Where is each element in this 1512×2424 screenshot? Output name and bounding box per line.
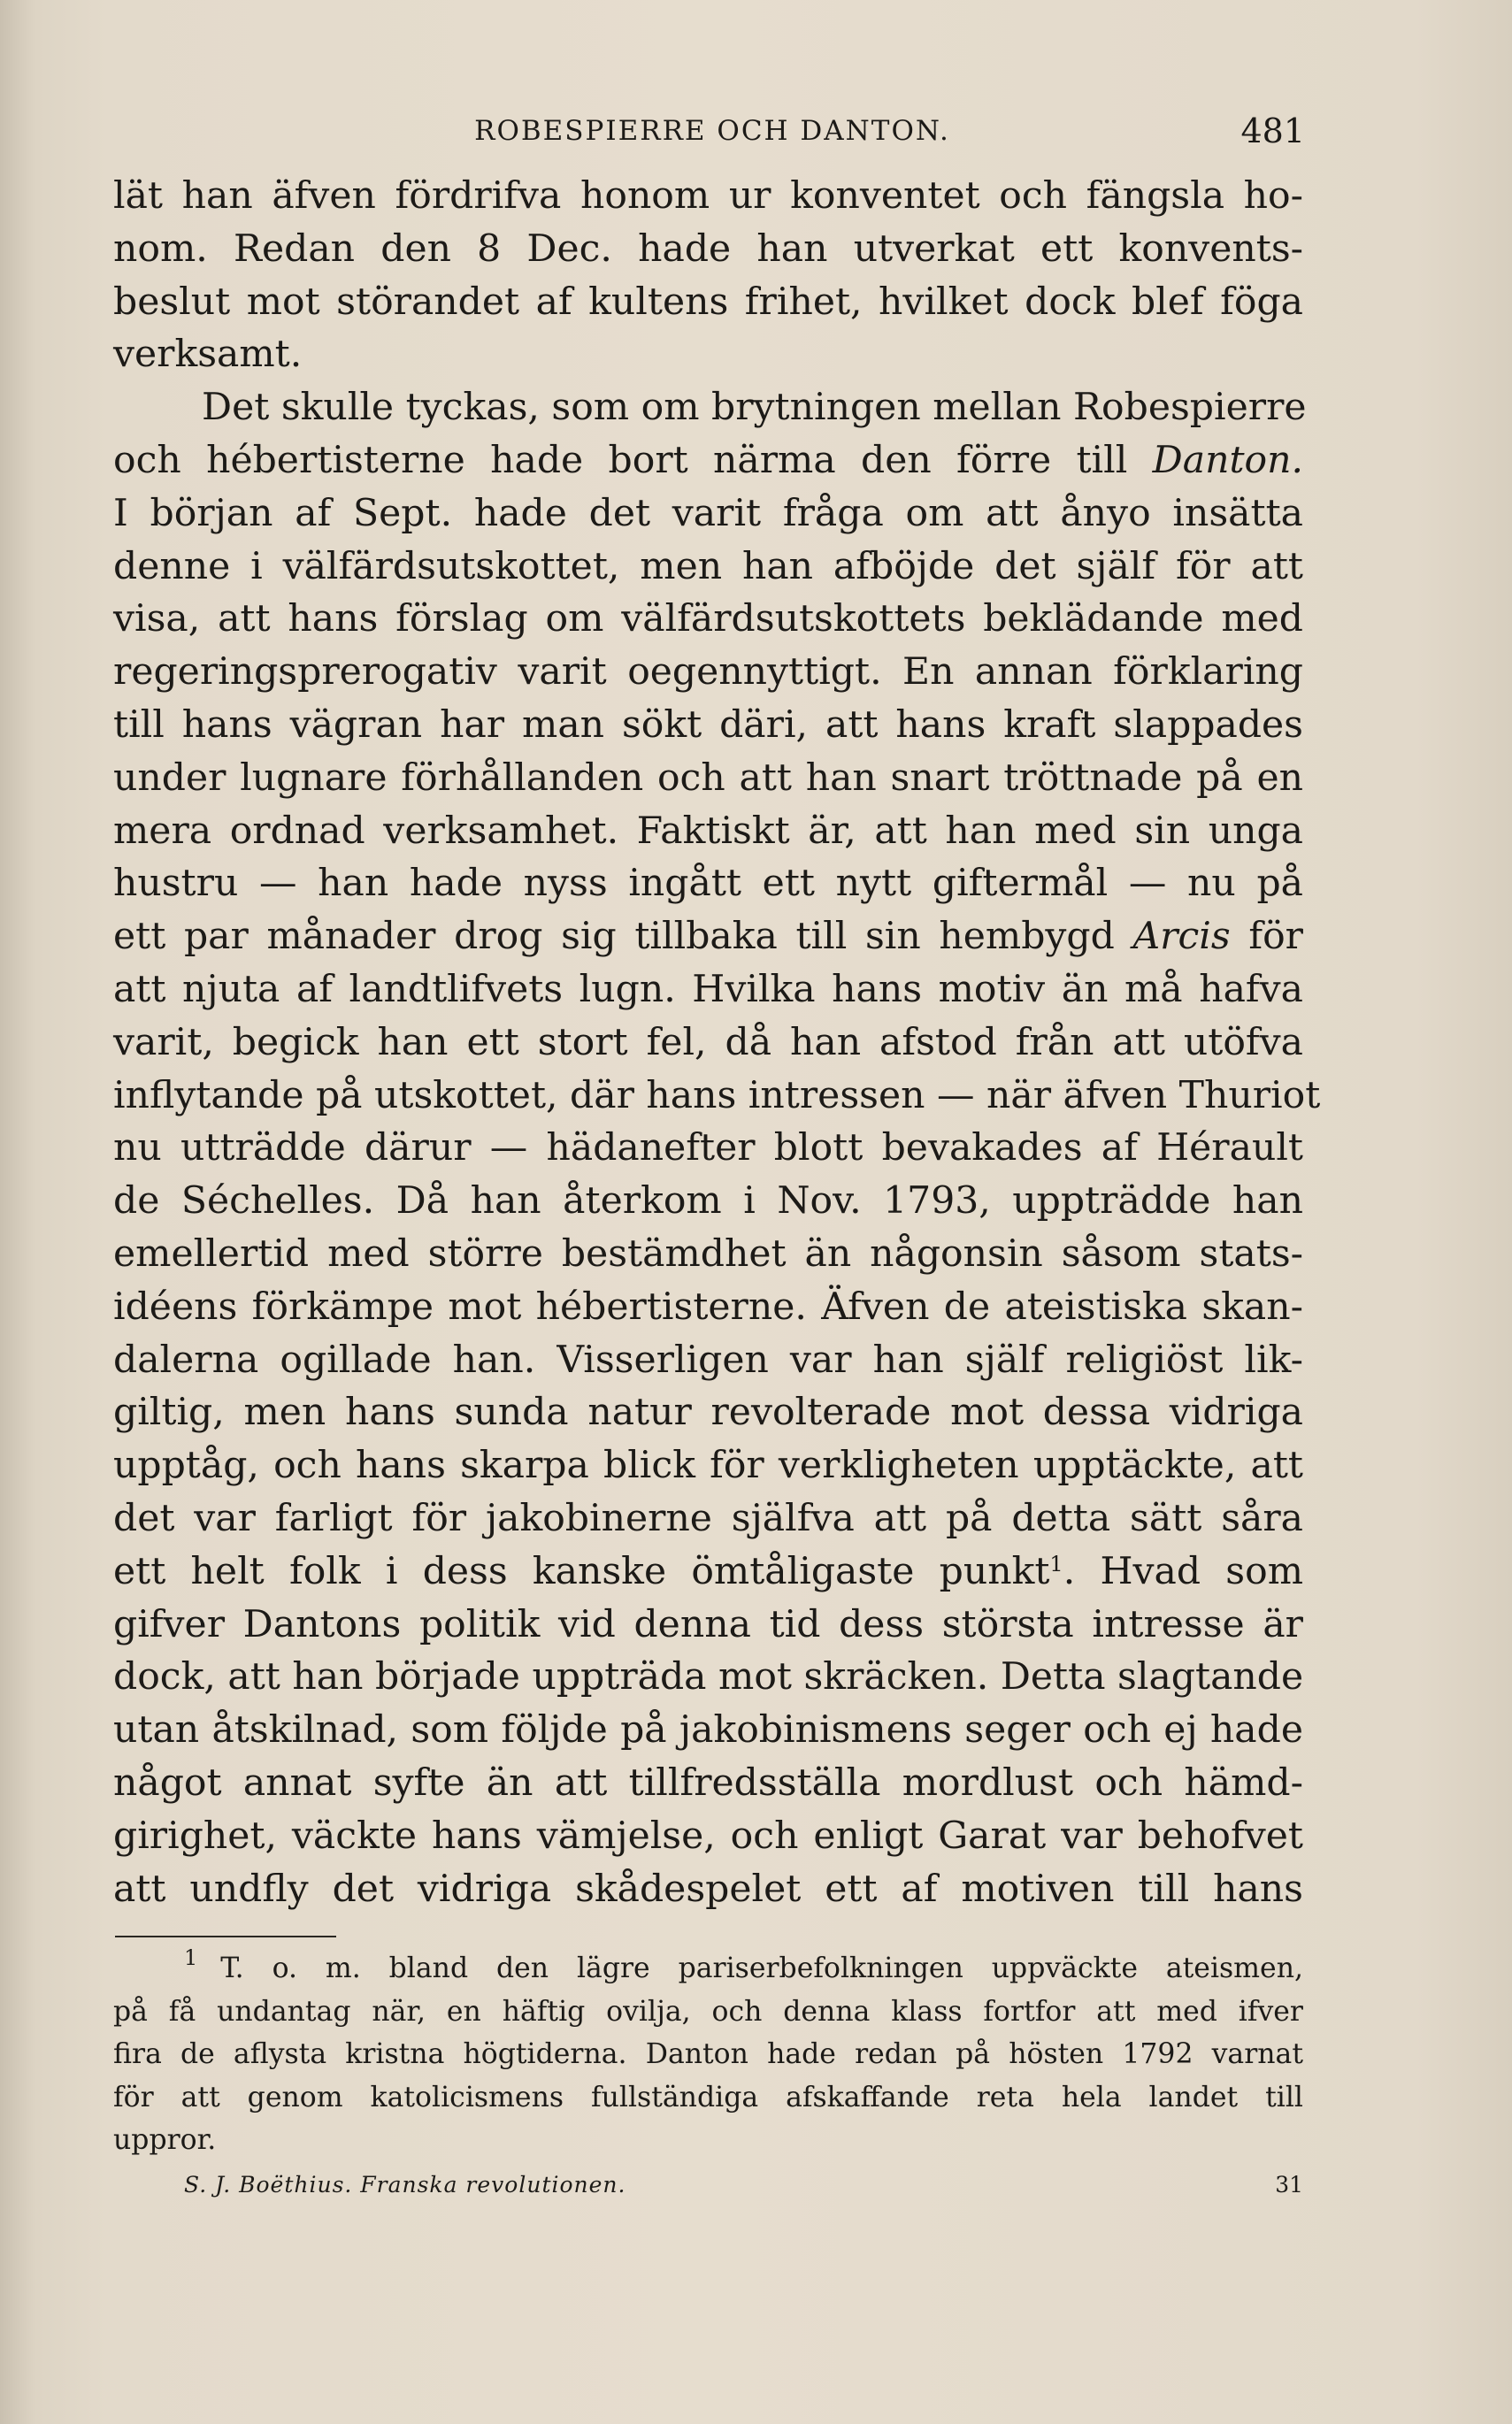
text-line: denne i välfärdsutskottet, men han afböjde det själf för att: [113, 544, 1303, 588]
text-line: dalerna ogillade han. Visserligen var han själf religiöst lik-: [113, 1338, 1303, 1382]
signature-number: 31: [1275, 2172, 1303, 2198]
text-line: gifver Dantons politik vid denna tid dess största intresse är: [113, 1602, 1303, 1646]
text-line: [113, 1546, 1303, 1599]
footnote-marker: 1: [184, 1945, 198, 1970]
text-line: inflytande på utskottet, där hans intressen — när äfven Thuriot: [113, 1073, 1321, 1117]
footnote-line: för att genom katolicismens fullständiga afskaffande reta hela landet till: [113, 2081, 1303, 2113]
page-number: 481: [1240, 111, 1305, 150]
text-line: att njuta af landtlifvets lugn. Hvilka hans motiv än må hafva: [113, 967, 1303, 1011]
footnote-text: T. o. m. bland den lägre pariserbefolkningen uppväckte ateismen,: [220, 1952, 1303, 1984]
emphasis-arcis: Arcis: [1132, 915, 1231, 959]
text-line: verksamt.: [113, 333, 303, 377]
text-line: regeringsprerogativ varit oegennyttigt. En annan förklaring: [113, 650, 1303, 694]
text-line: nu utträdde därur — hädanefter blott bevakades af Hérault: [113, 1126, 1303, 1170]
text-fragment: ett par månader drog sig tillbaka till sin hembygd: [113, 915, 1133, 959]
text-line: under lugnare förhållanden och att han snart tröttnade på en: [113, 756, 1303, 800]
text-line: girighet, väckte hans vämjelse, och enligt Garat var behofvet: [113, 1814, 1303, 1858]
body-text: [113, 170, 1321, 1915]
text-line: [113, 434, 1303, 487]
signature-author-title: S. J. Boëthius. Franska revolutionen.: [184, 2172, 626, 2198]
footnote-reference: 1: [1049, 1551, 1063, 1576]
text-line: giltig, men hans sunda natur revolterade mot dessa vidriga: [113, 1391, 1303, 1435]
emphasis-danton: Danton.: [1152, 438, 1303, 482]
footnote-line: fira de aflysta kristna högtiderna. Danton hade redan på hösten 1792 varnat: [113, 2038, 1303, 2071]
signature-line: [184, 2172, 1303, 2207]
running-title: ROBESPIERRE OCH DANTON.: [474, 115, 950, 147]
footnote-line: [113, 1947, 1303, 1991]
footnote-divider: [115, 1936, 336, 1937]
text-line: upptåg, och hans skarpa blick för verkligheten upptäckte, att: [113, 1444, 1303, 1488]
text-line: idéens förkämpe mot hébertisterne. Äfven de ateistiska skan-: [113, 1285, 1303, 1329]
text-fragment: ett helt folk i dess kanske ömtåligaste punkt: [113, 1549, 1050, 1593]
text-line: de Séchelles. Då han återkom i Nov. 1793, uppträdde han: [113, 1179, 1303, 1224]
text-line: utan åtskilnad, som följde på jakobinismens seger och ej hade: [113, 1708, 1303, 1753]
text-fragment: och hébertisterne hade bort närma den förre till: [113, 438, 1153, 482]
text-line: I början af Sept. hade det varit fråga om att ånyo insätta: [113, 491, 1303, 535]
page-header: [119, 111, 1305, 157]
text-line: beslut mot störandet af kultens frihet, hvilket dock blef föga: [113, 280, 1303, 324]
text-line: visa, att hans förslag om välfärdsutskottets beklädande med: [113, 597, 1303, 641]
footnote-line: uppror.: [113, 2124, 217, 2157]
text-line: emellertid med större bestämdhet än någonsin såsom stats-: [113, 1231, 1303, 1276]
text-fragment: . Hvad som: [1063, 1549, 1303, 1593]
text-line: det var farligt för jakobinerne själfva att på detta sätt såra: [113, 1496, 1303, 1540]
text-fragment: för: [1230, 915, 1303, 959]
text-line: till hans vägran har man sökt däri, att hans kraft slappades: [113, 702, 1303, 747]
text-line: mera ordnad verksamhet. Faktiskt är, att han med sin unga: [113, 809, 1303, 853]
footnote: [113, 1947, 1303, 2162]
text-line: hustru — han hade nyss ingått ett nytt giftermål — nu på: [113, 862, 1303, 906]
paragraph-start-line: Det skulle tyckas, som om brytningen mellan Robespierre: [202, 386, 1307, 430]
text-line: nom. Redan den 8 Dec. hade han utverkat ett konvents-: [113, 226, 1303, 271]
text-line: dock, att han började uppträda mot skräcken. Detta slagtande: [113, 1655, 1304, 1699]
text-line: lät han äfven fördrifva honom ur konventet och fängsla ho-: [113, 174, 1303, 218]
text-line: något annat syfte än att tillfredsställa mordlust och hämd-: [113, 1760, 1303, 1805]
text-line: [113, 910, 1303, 963]
footnote-line: på få undantag när, en häftig ovilja, och denna klass fortfor att med ifver: [113, 1995, 1303, 2028]
text-line: varit, begick han ett stort fel, då han afstod från att utöfva: [113, 1020, 1303, 1064]
text-line: att undfly det vidriga skådespelet ett af motiven till hans: [113, 1867, 1303, 1911]
